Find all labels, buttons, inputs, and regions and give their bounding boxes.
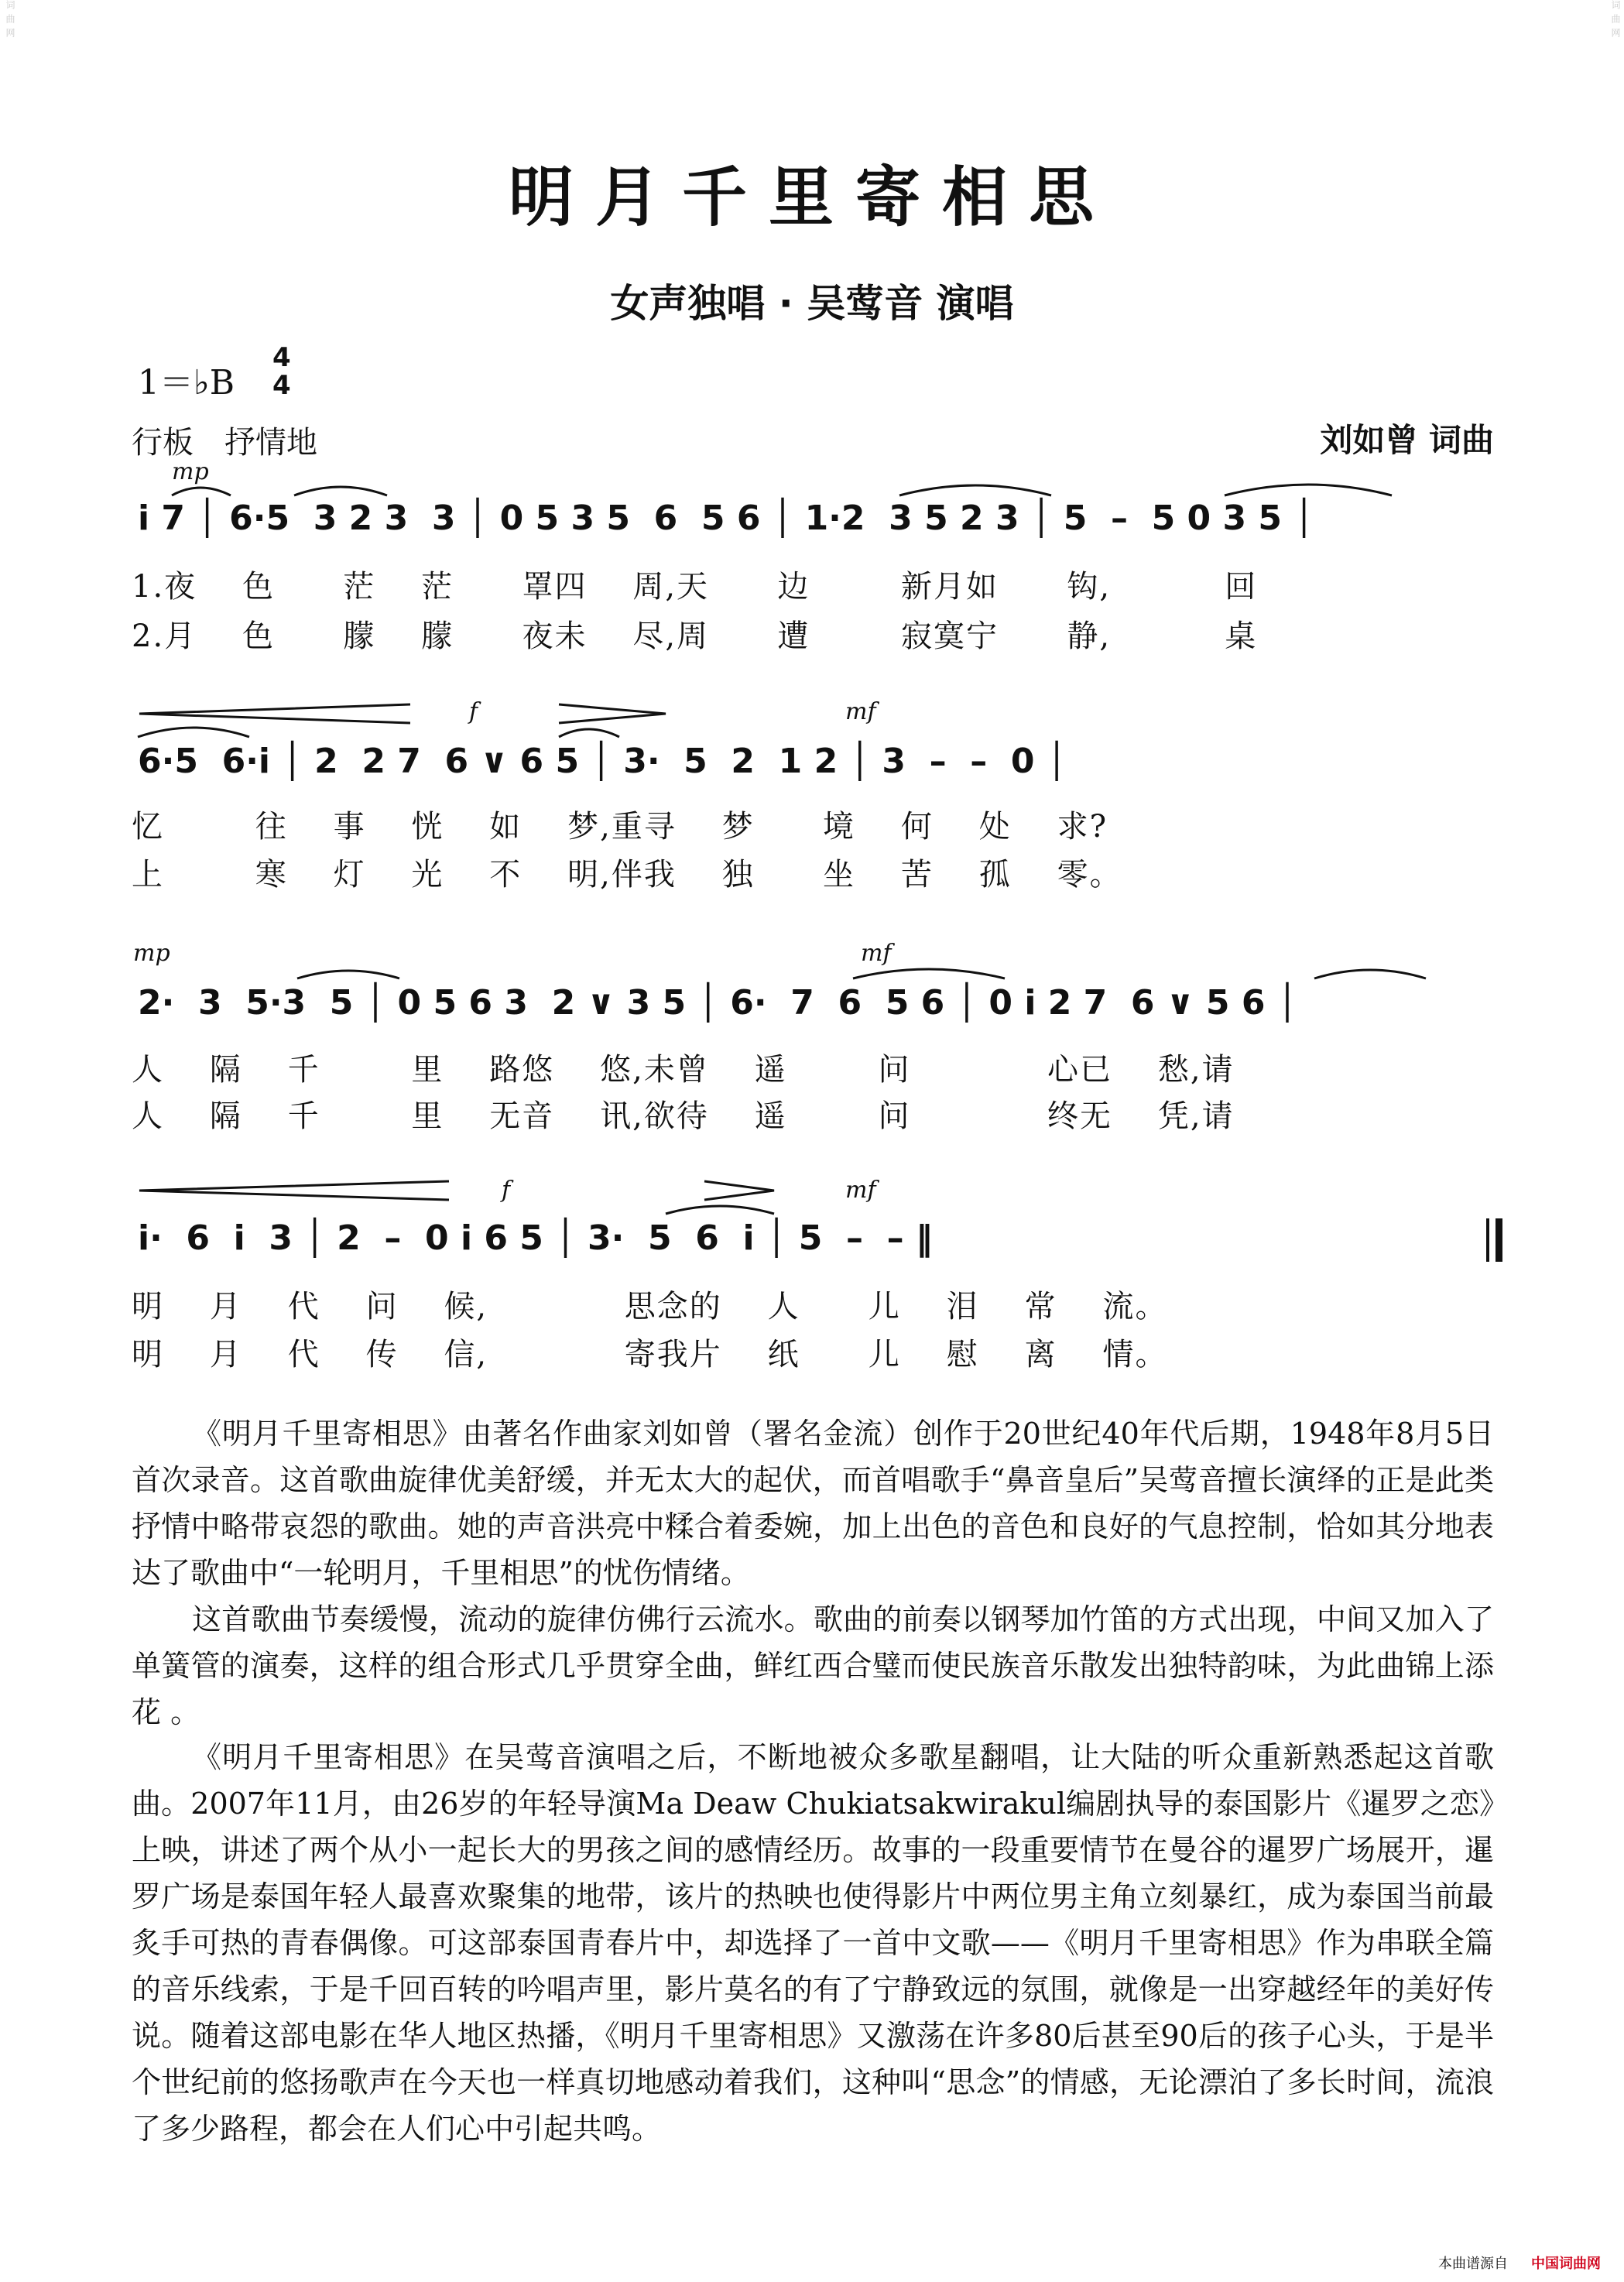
lyrics-verse-1: 1.夜 色 茫 茫 罩四 周,天 边 新月如 钩, 回 (132, 569, 1258, 605)
lyrics-verse-2: 2.月 色 朦 朦 夜未 尽,周 遭 寂寞宁 静, 桌 (132, 618, 1258, 654)
slur (1225, 485, 1392, 495)
dynamic-mark: mf (861, 940, 892, 967)
notation-line: 6·5 6·i │ 2 2 7 6 ∨ 6 5 │ 3· 5 2 1 2 │ 3 – – 0 │ (138, 742, 1067, 781)
slur (666, 1206, 774, 1214)
dynamic-mark: mf (845, 1177, 876, 1204)
footer-source: 本曲谱源自 (1438, 2256, 1508, 2272)
song-title: 明月千里寄相思 (508, 159, 1115, 235)
slur (559, 729, 619, 737)
final-barline (1486, 1218, 1489, 1262)
commentary-paragraph: 《明月千里寄相思》在吴莺音演唱之后，不断地被众多歌星翻唱，让大陆的听众重新熟悉起这首歌曲。2007年11月，由26岁的年轻导演Ma Deaw Chukiatsakwirakul编剧执导的泰国影片《暹罗之恋》上映，讲述了两个从小一起长大的男孩之间的感情经历。故事的一段重要情节在曼谷的暹罗广场展开，暹罗广场是泰国年轻人最喜欢聚集的地带，该片的热映也使得影片中两位男主角立刻暴红，成为泰国当前最炙手可热的青春偶像。可这部泰国青春片中，却选择了一首中文歌——《明月千里寄相思》作为串联全篇的音乐线索，于是千回百转的吟唱声里，影片莫名的有了宁静致远的氛围，就像是一出穿越经年的美好传说。随着这部电影在华人地区热播，《明月千里寄相思》又激荡在许多80后甚至90后的孩子心头，于是半个世纪前的悠扬歌声在今天也一样真切地感动着我们，这种叫“思念”的情感，无论漂泊了多长时间，流浪了多少路程，都会在人们心中引起共鸣。 (132, 1740, 1494, 2146)
dynamic-mark: mf (845, 698, 876, 725)
notation-line: 2· 3 5·3 5 │ 0 5 6 3 2 ∨ 3 5 │ 6· 7 6 5 6 │ 0 i 2 7 6 ∨ 5 6 │ (138, 983, 1298, 1023)
lyrics-verse-1: 明 月 代 问 候, 思念的 人 儿 泪 常 流。 (132, 1289, 1168, 1324)
slur (172, 488, 231, 495)
dynamic-mark: f (502, 1177, 511, 1204)
lyrics-verse-2: 上 寒 灯 光 不 明,伴我 独 坐 苦 孤 零。 (132, 857, 1122, 893)
footer-site-link[interactable]: 中国词曲网 (1531, 2256, 1601, 2272)
composer-credit: 刘如曾 词曲 (1320, 421, 1494, 459)
decrescendo-hairpin (559, 704, 666, 723)
dynamic-mark: mp (133, 940, 170, 967)
slur (138, 728, 249, 737)
lyrics-verse-2: 人 隔 千 里 无音 讯,欲待 遥 问 终无 凭,请 (132, 1098, 1235, 1134)
left-watermark-strip: 词曲网 (5, 0, 15, 42)
dynamic-mark: mp (172, 458, 209, 485)
slur (294, 487, 387, 495)
crescendo-hairpin (139, 1181, 449, 1200)
notation-line: i 7 │ 6·5 3 2 3 3 │ 0 5 3 5 6 5 6 │ 1·2 3 5 2 3 │ 5 – 5 0 3 5 │ (138, 499, 1314, 538)
commentary-paragraph: 《明月千里寄相思》由著名作曲家刘如曾（署名金流）创作于20世纪40年代后期，1948年8月5日首次录音。这首歌曲旋律优美舒缓，并无太大的起伏，而首唱歌手“鼻音皇后”吴莺音擅长演绎的正是此类抒情中略带哀怨的歌曲。她的声音洪亮中糅合着委婉，加上出色的音色和良好的气息控制，恰如其分地表达了歌曲中“一轮明月，千里相思”的忧伤情绪。 (132, 1417, 1494, 1590)
decrescendo-hairpin (704, 1181, 774, 1200)
crescendo-hairpin (139, 704, 410, 723)
lyrics-verse-1: 忆 往 事 恍 如 梦,重寻 梦 境 何 处 求? (132, 809, 1108, 845)
lyrics-verse-2: 明 月 代 传 信, 寄我片 纸 儿 慰 离 情。 (132, 1337, 1168, 1372)
slur (899, 485, 1051, 495)
tempo-marking: 行板 抒情地 (132, 425, 317, 461)
slur (853, 969, 1005, 978)
right-watermark-strip: 词曲网 (1610, 0, 1621, 42)
slur (297, 971, 399, 978)
dynamic-mark: f (469, 698, 478, 725)
final-barline (1496, 1218, 1502, 1262)
lyrics-verse-1: 人 隔 千 里 路悠 悠,未曾 遥 问 心已 愁,请 (132, 1052, 1235, 1088)
key-signature: 1＝♭B (138, 363, 235, 403)
song-subtitle: 女声独唱 · 吴莺音 演唱 (610, 281, 1014, 326)
time-signature-top: 4 (272, 342, 291, 373)
time-signature-bottom: 4 (272, 370, 291, 401)
commentary-paragraph: 这首歌曲节奏缓慢，流动的旋律仿佛行云流水。歌曲的前奏以钢琴加竹笛的方式出现，中间又加入了单簧管的演奏，这样的组合形式几乎贯穿全曲，鲜红西合璧而使民族音乐散发出独特韵味，为此曲锦上添花 。 (132, 1602, 1494, 1729)
slur (1314, 970, 1426, 978)
notation-line: i· 6 i 3 │ 2 – 0 i 6 5 │ 3· 5 6 i │ 5 – – ‖ (138, 1218, 933, 1258)
